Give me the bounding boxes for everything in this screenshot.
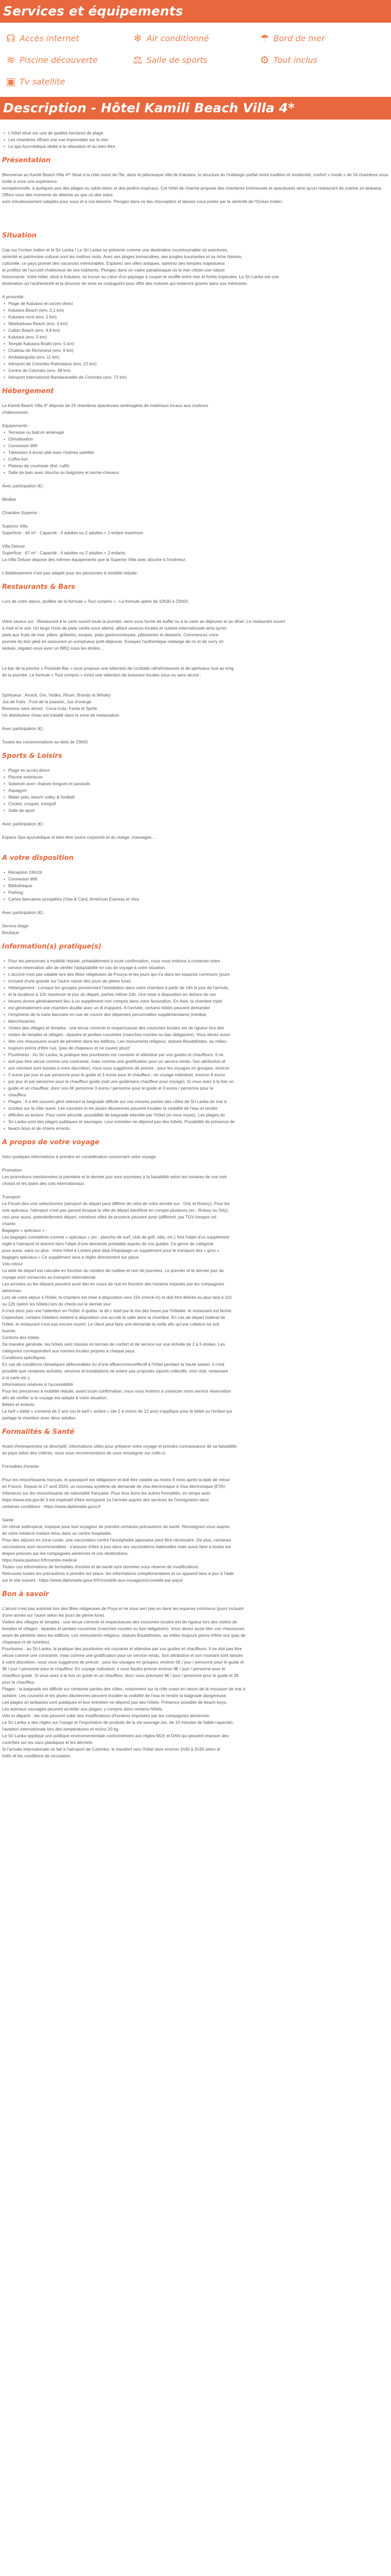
amenities-row-1 [5,28,388,49]
text-line [2,287,389,294]
text-line: contrôles sur les sacs plastiques et les déchets. [2,1740,93,1745]
spacer [2,951,389,958]
text-line: trafic et les conditions de circulation. [2,1753,72,1758]
text-line [2,205,389,212]
text-line: voyage sont consacrés au transport international. [2,1275,96,1280]
text-line [2,218,389,225]
text-line: 3€ / jour / personne pour le chauffeur. En voyage individuel, il vous faudra prévoir environ 8€ / jour / personne pour le [2,1666,225,1671]
description-sections [2,150,389,1759]
text-line: Avec participation (€) : [2,821,45,826]
text-line: Votre saveur sur : Restaurant à la carte ouvert toute la journée, servi sous forme de buffet ou à la carte au déjeuner et au dîner. Le restaurant ouvert [2,619,285,624]
list-item: • visites de temples et villages : épaules et jambes couvertes (manches courtes ou bas obligatoire). Vous devez aussi [2,1031,389,1038]
list-item: • et la doublure à 12h maximum le jour du départ, parfois même 10h. Une mise à disposition en dehors de ces [2,991,389,998]
amenity-beachfront [259,33,386,44]
list-item: • Kalutara (env. 5 km) [2,334,389,341]
list-item: • Hébergement : Lorsque les groupes proviennent l'installation dans votre chambre à partir de 14h le jour de l'arrivée, [2,985,389,991]
text-line: Le bar de la piscine « Poolside Bar » vous propose une sélection de cocktails rafraîchissants et de spiritueux tout au long [2,666,234,671]
text-line [2,916,389,923]
text-line: Cap sur l'océan Indien et le Sri Lanka ! Le Sri Lanka se présente comme une destination incontournable où aventures, [2,247,229,252]
list-item: • est généralement une chambre double avec un lit d'appoint. A l'arrivée, certains hôtels peuvent demander [2,1005,389,1011]
text-line [2,685,389,692]
list-item: • L'hôtel situé sur une de quelles hectares de plage [2,130,389,137]
section-title: A votre disposition [2,854,74,862]
text-line: Le Kamili Beach Villa 4* dispose de 25 chambres spacieuses aménagées de matériaux locaux aux couleurs [2,403,208,408]
text-line: Retrouvez toutes les précautions à prendre sur place, les informations complémentaires et un appareil tenu à jour à l'aide [2,1571,234,1576]
list-item: • Plage en accès direct [2,767,389,774]
list-item: • Calido Beach (env. 4,8 km) [2,327,389,334]
text-line: Les arrivées ou les départs peuvent avoir lieu en cours de nuit en fonction des horaires imposés par les compagnies [2,1281,224,1286]
list-item: • Connexion Wifi [2,876,389,883]
text-line: partage la chambre avec deux adultes. [2,1415,77,1420]
text-line: Transport [2,1194,21,1199]
list-item: • chauffeur. [2,1092,389,1098]
text-line: Conditions spécifiques [2,1355,45,1360]
list-item: • Sri Lanka sont des plages publiques et sauvages. Leur entretien ne dépend pas des hôtels. Possibilité de présence de [2,1118,389,1125]
text-line: vols spéciaux, l'aéroport n'est pas garanti lorsque la ville de départ bénéficie en compte plusieurs (ex : Roissy ou Orly), [2,1208,229,1213]
list-item: • Ambalangoda (env. 11 km) [2,354,389,361]
text-line: de votre médecin traitant et/ou dans un centre hospitalier. [2,1531,112,1536]
text-line: ceci pour aussi, potentiellement départ, certaines villes de province peuvent avoir (différent: par TGV lorsque vol [2,1214,217,1219]
amenity-label: Piscine découverte [20,55,98,65]
text-line: au pays selon des critères, nous vous recommandons de vous renseigner sur celle-ci. [2,1450,167,1455]
list-item: • difficiles sa lecture. Pour votre sécurité, possibilité de baignade interdite par l'hôtel (et nous voyez). Les plages du [2,1112,389,1118]
spacer [2,591,389,598]
description-content [0,120,391,1759]
text-line [2,1456,389,1463]
text-line: Bagages « spéciaux » : [2,1228,47,1233]
spacer [2,936,389,943]
amenities-row-3 [5,71,388,93]
text-line: culturelle, ce pays promet des vacances mémorables. Explorez ses villes antiques, admirez des temples majestueux [2,261,225,266]
text-line: Lors de votre séjour, profitez de la formule « Tout compris » : La formule opère de 10h30 à 23h00. [2,599,189,604]
section-title: Bon à savoir [2,1590,49,1598]
text-line: Le Forum des vols selectionnés (aéroport de départ peut différer de celui de votre arrivée sur : Orly et Roissy). Pour les [2,1201,230,1206]
text-line: Les bagages considérés comme « spéciaux » (ex : planche de surf, club de golf, vélo, etc.) font l'objet d'un supplément [2,1234,230,1240]
text-line: Toutes ces informations de formalités d'entrée et de santé sont données sous réserve de modifications. [2,1564,200,1569]
list-item: • Climatisation [2,436,389,443]
text-line: Avec participation (€) : [2,910,45,915]
text-line: ou 12h (selon les hôtels) lors du check-out le dernier jour. [2,1301,112,1307]
text-line: Avant d'entreprendre ce descriptif, informations utiles pour préparer votre voyage et prendre connaissance de sa faisabilité, [2,1444,238,1449]
section-title: Présentation [2,157,51,164]
text-line: En cas de conditions climatiques défavorables ou d'une affluence/sureffectif à l'hôtel pendant la haute saison, il n'est [2,1362,224,1367]
list-item: • Piscine extérieure [2,774,389,781]
section [2,1132,389,1421]
list-item: • Pourboires : Au Sri Lanka, la pratique des pourboires est courante et attendue par vos guides et chauffeurs. Il ne [2,1052,389,1058]
text-line: réglé à l'aéroport et doivent faire l'objet d'une demande préalable auprès de vos guides. Ce genre de catégorie [2,1241,214,1246]
section-title: Restaurants & Bars [2,583,75,591]
text-line [2,489,389,496]
spacer [2,1147,389,1154]
text-line [2,652,389,658]
text-line: d'une année sur l'autre selon les jours de pleine lune). [2,1613,106,1618]
list-item: • Parking [2,889,389,896]
text-line: https://www.pasteur.fr/fr/centre-medical [2,1557,77,1563]
text-line [2,658,389,665]
text-line: Un distributeur d'eau est installé dans la zone de restauration. [2,713,121,718]
all-inclusive-icon: ⚙ [260,54,269,66]
amenity-air-conditioning [132,33,259,44]
text-line: Le tarif « bébé » s'entend de 2 ans (ou le tarif « enfant » (de 2 à moins de 12 ans) s'applique pour le bébé ou l'enfant qui [2,1409,232,1414]
spacer [2,848,389,854]
list-item: • Aquagym [2,787,389,794]
text-line: afin de vérifier si le voyage est adapté à votre situation. [2,1395,108,1400]
list-item: • Chateau de Richmond (env. 6 km) [2,347,389,354]
text-line: sont minutieusement adaptés pour vous et à vos besoins. Plongez dans ce lieu d'exception et laissez-vous porter par la sérénité de l'Océan Indien. [2,199,283,204]
spacer [2,225,389,232]
amenity-label: Air conditionné [146,33,209,44]
text-line [2,1510,389,1517]
list-item: • Centre de Colombo (env. 38 km) [2,367,389,374]
amenity-label: Tv satellite [20,77,66,87]
spacer [2,577,389,583]
text-line [2,503,389,510]
amenities-list [0,23,391,97]
list-item: • Aéroport international Bandaranaike de Colombo (env. 71 km) [2,374,389,381]
list-item: • Plages : Il a été souvent géré relevant la baignade difficile sur ces meures parties des côtes de Sri Lanka de mai à [2,1098,389,1105]
text-line: pour aussi, sans ou plus : Votre hôtel à Lorient peut déjà d'équipage un supplément pour le transport des « gros » [2,1248,220,1253]
text-line [2,612,389,618]
text-line [2,903,389,909]
list-item: • Cartes bancaires acceptées (Visa & Card, American Express et Visa [2,896,389,903]
bullet-list [2,429,389,476]
pool-icon: ≋ [6,54,15,66]
text-line: De manière générale, les hôtels sont classés en termes de confort et de service sur une échelle de 2 à 5 étoiles. Les [2,1342,225,1347]
text-line: Pour les personnes à mobilité réduite, avant toute confirmation, nous vous invitons à contacter notre service réservation [2,1388,231,1394]
text-line: temples et villages : épaules et jambes couvertes (manches courtes ou bas obligatoire). Vous devez aussi ôter vos chaussures [2,1626,245,1631]
text-line: Formalités d'entrée [2,1464,39,1469]
text-line: A proximité : [2,294,26,299]
text-line: Villa Deluxe [2,544,25,549]
text-line: La date de départ est calculée en fonction du nombre de nuitées et non de journées. Le premier et le dernier jour du [2,1268,224,1273]
amenity-label: Bord de mer [273,33,325,44]
text-line: Les plages sri lankaises sont publiques et leur entretien ne dépend pas des hôtels. Présence possible de beach boys. [2,1700,227,1705]
text-line [2,679,389,685]
section [2,381,389,577]
text-line: en France. Depuis le 17 avril 2024, un nouveau système de demande de visa électronique à Visa électronique (ETA) [2,1484,225,1489]
text-line: Un climat subtropical, tropique pour tout voyageur de prendre certaines précautions de santé. Renseignez-vous auprès [2,1524,230,1529]
text-line: possible que certaines activités, services et installations ne soient pas proposés (sports collectifs, mini club, restaurant [2,1368,229,1374]
list-item: • ôter vos chaussures avant de pénétrer dans les édifices. Les monuments religieux, statues Bouddhistes, au milieu [2,1038,389,1045]
text-line: exceptionnelle, à quelques pas des plages au sable blanc et des jardins tropicaux. Cet hôtel de charme propose des chambres lumineuses et spacieuses ainsi qu'un restaurant de cuisine sri lankaise. Offrez-vous des moments de détente au spa où des soins [2,185,383,197]
list-item: • incluant d'une grande sur l'autre raison des jours de pleine lune). [2,978,389,985]
text-line: aériennes. [2,1288,23,1293]
text-line: Avec participation (€) : [2,483,45,488]
bullet-list [2,958,389,1132]
text-line: Voici quelques informations à prendre en considération concernant votre voyage. [2,1154,157,1159]
text-line: Le Sri Lanka applique une politique environnementale conformément aux règles MLE et DAN qui peuvent imposer des [2,1733,229,1738]
services-banner: Services et équipements [0,0,391,23]
text-line: lankais, régalez-vous avec un BBQ sous les étoiles... [2,646,104,651]
text-line [2,1160,389,1167]
spacer [2,165,389,172]
text-line: sérénité et patrimoine culturel sont les maîtres mots. Avec ses plages immaculées, ses jungles luxuriantes et sa riche histoire, [2,254,242,259]
text-line [2,536,389,543]
text-line: chaleureuses. [2,410,29,415]
text-line: L'alcool n'est pas autorisé lors des fêtes religieuses de Poya et ne vous sert pas en dans les espaces communs (jours incluant [2,1606,244,1611]
list-item: • Télévision à écran plat avec chaînes satellite [2,449,389,456]
text-line: Pourboires : au Sri Lanka, la pratique des pourboires est courante et attendue par vos guides et chauffeurs. Il ne doit pas être [2,1646,242,1651]
spacer [2,396,389,402]
list-item: • Salle de bain avec douche ou baignoire et sèche-cheveux [2,469,389,476]
amenity-satellite-tv [5,76,132,88]
list-item: • doit pas être vécue comme une contrainte, mais comme une gratification pour un service rendu. Son attribution et [2,1058,389,1065]
text-line: Visites des villages et temples : une tenue correcte et respectueuse des coutumes locales est de rigueur lors des visites de [2,1619,237,1624]
list-item: • Water polo, beach volley & football [2,794,389,801]
text-line: de la journée. Le formule « Tout compris » inclut une sélection de boissons locales sous ou sans alcool : [2,672,201,677]
text-line: Superficie : 67 m² - Capacité : 4 adultes ou 2 adultes + 2 enfants [2,550,126,555]
amenity-internet [5,33,132,44]
list-item: • service réservation afin de vérifier l'adaptabilité en cas de voyage à votre situation. [2,964,389,971]
text-line: plats aux fruits de mer, pâtes, grillades, soupes, plats gastronomiques, pâtisseries et desserts. Commencez votre [2,632,219,637]
list-item: • son montant sont laissés à votre discrétion, nous vous suggérons de prévoir : pour les voyages en groupes, environ [2,1065,389,1072]
list-item: • l'empreinte de la carte bancaire en vue de couvrir des dépenses personnelles supplémentaires (minibar, [2,1011,389,1018]
bullet-list [2,300,389,381]
section [2,225,389,381]
text-line [2,732,389,739]
text-line: Il n'est donc pas une l'attention en l'hôtel. A quitter. le dit c était par le ma dés heure par l'hôtelier. le restaurant est fermé. [2,1308,233,1313]
text-line: Chambre Superior : [2,510,40,515]
text-line: étapes prévues par les compagnies aériennes et vos destinations. [2,1551,129,1556]
text-line: Equipements : [2,423,30,428]
spacer [2,1436,389,1443]
spacer [2,1421,389,1428]
snowflake-icon: ❄ [133,32,142,45]
text-line: octobre. Les courants et les pluies diluviennes peuvent troubler la visibilité de l'eau et rendre la baignade dangereuse. [2,1693,227,1698]
text-line [2,416,389,422]
text-line [2,1470,389,1477]
text-line: Les promotions mentionnées la première et le dernier jour sont soumises à la faisabilité selon les horaires de vos vols [2,1174,227,1179]
list-item: • blanchisserie). [2,1018,389,1025]
text-line: Spiritueux : Arrack, Gin, Vodka, Rhum, Brandy et Whisky [2,692,111,698]
list-item: • Coffre-fort [2,456,389,463]
text-line: à la carte etc.). [2,1375,31,1380]
list-item: • Waskaduwa Beach (env. 4 km) [2,320,389,327]
text-line: l'aviation internationale lors des températures et moins 20 kg. [2,1726,120,1732]
section [2,1584,389,1759]
text-line: https://www.eta.gov.lk/ Il est impératif d'être enregistré 1a l'arrivée auprès des services de l'immigration dans [2,1497,209,1502]
bullet-list [2,869,389,903]
text-line: Vols retour [2,1261,23,1266]
amenity-label: Salle de sports [146,55,208,65]
section [2,150,389,225]
text-line: Conforts des hôtels [2,1335,40,1340]
list-item: • Le spa Ayurvédique dédié à la relaxation et au bien-être [2,143,389,150]
amenity-all-inclusive [259,55,386,66]
text-line: fournie. [2,1328,17,1333]
description-banner: Description - Hôtel Kamili Beach Villa 4* [0,97,391,120]
text-line: Vols et départs : les vols peuvent subir des modifications d'horaires imposées par les compagnies aériennes. [2,1713,210,1718]
text-line: Santé [2,1517,13,1522]
section-title: Information(s) pratique(s) [2,943,102,951]
text-line: Pour des séjours en zone rurale, une vaccination contre l'encéphalite japonaise peut être nécessaire. De plus, certaines [2,1537,231,1543]
spacer [2,1584,389,1590]
spacer [2,381,389,387]
list-item: • Visites des villages et temples : une tenue correcte et respectueuse des coutumes locales est de rigueur lors des [2,1025,389,1031]
bullet-list [2,767,389,814]
amenity-label: Tout inclus [273,55,318,65]
intro-bullets [2,130,389,150]
list-item: • Plateau de courtoisie (thé, café) [2,463,389,469]
text-line: certaines conditions : https://www.diplomatie.gouv.fr [2,1504,101,1509]
list-item: • Solarium avec chaises longues et parasols [2,781,389,787]
spacer [2,1132,389,1139]
section-title: Sports & Loisirs [2,752,62,760]
text-line [2,516,389,523]
text-line: charter. [2,1221,17,1226]
text-line: chauffeur-guide. Si vous avez à la fois un guide et un chauffeur, donc vous prévoyez 6€ / jour / personne pour le guide et 3€ [2,1673,239,1678]
text-line: Pour les ressortissants français, le passeport est obligatoire et doit être valable au moins 6 mois après la date de retour [2,1477,230,1482]
text-line: Bienvenue au Kamili Beach Villa 4*! Situé à la côte ouest de l'île, dans le pittoresque ville de Kalutara, la structure du l'mélange parfait entre tradition et modernité, confort « mode » de 24 chambres vous invite à vivre une expérience [2,172,388,184]
text-line: Le Sri Lanka a des règles sur l'usage et l'importation de produits de la vie sauvage (ex. de 10 minutes de faible capacité), [2,1720,234,1725]
text-line: choisis et les dates des vols internationaux. [2,1181,86,1186]
text-line: vécue comme une contrainte, mais comme une gratification pour un service rendu. Son attribution et son montant sont laissés [2,1653,243,1658]
text-line: chapeaux ni de lunettes). [2,1639,51,1645]
text-line: sur le site suivant : https://www.diplomatie.gouv.fr/fr/conseils-aux-voyageurs/conseils-par-pays/ [2,1578,183,1583]
spacer [2,745,389,752]
text-line: à votre discrétion, nous vous suggérons de prévoir : pour les voyages en groupes, environ 5€ / jour / personne pour le guide et [2,1659,244,1665]
list-item: • Les chambres offrant une vue imprenable sur la mer [2,137,389,143]
beach-umbrella-icon: ☂ [260,32,269,45]
spacer [2,150,389,157]
text-line: Avec participation (€) : [2,726,45,731]
section-title: Hébergement [2,387,54,395]
section-title: Situation [2,232,37,240]
satellite-tv-icon: ▣ [6,75,16,88]
text-line: La Villa Deluxe dispose des mêmes équipements que la Superior Villa avec douche à l'extérieur. [2,557,186,562]
spacer [2,1599,389,1605]
list-item: • Kalutara Beach (env. 2,1 km) [2,307,389,314]
section-title: Formalités & Santé [2,1428,75,1436]
list-item: • L'accord n'est pas valable lors des fêtes religieuses de Pourya et les jours qui n'a dans les espaces communs (jours [2,971,389,978]
amenity-label: Accès internet [20,33,79,44]
text-line: à midi et le soir. Un large choix de plats variés vous attend, alliant saveurs locales et cuisine internationale ainsi qu'en [2,625,227,631]
text-line: avant de pénétrer dans les édifices. Les monuments religieux, statues Bouddhistes, au milieu toujours précis d'être nus (pas de [2,1633,246,1638]
text-line: L'établissement n'est pas adapté pour les personnes à mobilité réduite. [2,570,138,575]
text-line: Si l'arrivée internationale se fait à l'aéroport de Colombo, le transfert vers l'hôtel dure environ 1h30 à 2h30 selon le [2,1747,220,1752]
text-line: Toutes les consommations au-delà de 23h00 [2,739,88,744]
text-line: et profitez de l'accueil chaleureux de ses habitants. Plongez dans un cadre paradisiaque où la mer côtoie une nature [2,267,225,273]
wifi-icon: ☊ [6,32,15,45]
text-line: vaccinations sont recommandées : s'assurer d'être à jour dans ses vaccinations habituelles mais aussi faire à toutes les [2,1544,231,1549]
list-item: • octobre sur la côte ouest. Les courants et les pluies diluviennes peuvent troubler la visibilité de l'eau et rendre [2,1105,389,1112]
text-line: catégories correspondent aux normes locales propres à chaque pays. [2,1348,136,1353]
text-line: l'hôtel, le restaurant n'est pas encore ouvert. Le client peut faire une demande la veille afin qu'une collation lui soit [2,1321,220,1327]
text-line: Cependant, certains hôteliers mettent à disposition une accolé la salle dans la chambre. En cas de départ matinal de [2,1315,225,1320]
list-item: • beach boys et de chiens errants. [2,1125,389,1132]
text-line: Plages : la baignade est difficile sur certaines parties des côtes, notamment sur la côte ouest en raison de la mousson de mai à [2,1686,246,1691]
text-line [2,841,389,848]
text-line: bagages spéciaux « Ce supplément sera à régler directement sur place. [2,1255,140,1260]
text-line: destination où l'authenticité et la douceur de vivre se conjuguent pour offrir des instants qui resteront gravés dans vos mémoires. [2,281,248,286]
text-line: Les animaux sauvages peuvent accéder aux plages, y compris dans certains hôtels. [2,1706,164,1711]
text-line: pour le chauffeur. [2,1680,36,1685]
list-item: • Bibliothèque [2,883,389,889]
text-line [2,827,389,834]
text-line: Espace Spa ayurvédique et bien-être (soins corporels et du visage, massages... [2,835,155,840]
list-item: • Terrasse ou balcon aménagé [2,429,389,436]
list-item: • Connexion Wifi [2,443,389,449]
text-line: Jus de fruits : Fruit de la passion, Jus d'orange [2,699,91,704]
spacer [2,240,389,247]
text-line: Infanteurs sur les ressortissants de nationalité française. Pour tous bons les autres formalités, en temps avec [2,1490,211,1496]
spacer [2,862,389,869]
list-item: • par jour et par personne pour le chauffeur-guide (soit une guide/sera chauffeur pour voyage). Si vous avez à la fois un [2,1078,389,1085]
list-item: • guide et un chauffeur, donc vos 6€ personne 3 euros / personne pour le guide et 3 euros / personne pour le [2,1085,389,1092]
section [2,1421,389,1584]
text-line [2,212,389,218]
list-item: • toujours précis d'être nus, (pas de chapeaux et ne courez plus)! [2,1045,389,1052]
amenity-gym [132,55,259,66]
spacer [2,760,389,767]
text-line [2,476,389,483]
text-line: Minibar [2,497,17,502]
list-item: • Pour les personnes à mobilité réduite, préalablement à toute confirmation, nous vous invitons à contacter notre [2,958,389,964]
list-item: • Salle de sport [2,807,389,814]
list-item: • Cricket, croquet, minigolf [2,801,389,807]
list-item: • Kalutara nord (env. 2 km) [2,314,389,320]
text-line: Boissons sans alcool : Coca-Cola, Fanta et Sprite [2,706,97,711]
dumbbell-icon: ⚖ [133,54,142,66]
text-line [2,1187,389,1194]
section [2,745,389,848]
amenities-row-2 [5,49,388,71]
text-line: Service étage [2,923,29,928]
list-item: • 5 euros par jour et par personne pour le guide et 3 euros pour le chauffeur ; en voyage individuel, environ 8 euros [2,1072,389,1078]
text-line: Informations relatives à l'accessibilité [2,1382,73,1387]
text-line [2,605,389,612]
text-line: Bébés et enfants [2,1402,35,1407]
text-line: Lors de votre séjour à l'hôtel, la chambre est mise à disposition vers 15h (check-in) et doit être libérée au plus tard à 11h [2,1295,232,1300]
amenity-outdoor-pool [5,55,132,66]
list-item: • Réception 24h/24 [2,869,389,876]
text-line: Superficie : 44 m² - Capacité : 3 adultes ou 2 adultes + 1 enfant maximum [2,530,143,535]
text-line: journée du bon pied en savourant un somptueux petit-déjeuner. Essayez l'authentique mélange de riz et de curry sri [2,639,223,644]
list-item: • Temple Kalutara Bodhi (env. 5 km) [2,341,389,347]
section [2,577,389,745]
text-line: Promotion [2,1167,22,1173]
section [2,848,389,936]
text-line: Boutique [2,930,20,935]
list-item: • Plage de Kalutara en accès direct [2,300,389,307]
text-line [2,719,389,725]
text-line: foisonnante. Votre hôtel, situé à Kalutara, se trouve au cœur d'un paysage à couper le souffle entre mer et forêts tropicales. Le Sri Lanka est une [2,274,279,279]
list-item: • Aéroport de Colombo-Ratmalana (env. 22 km) [2,361,389,367]
text-line [2,814,389,821]
text-line [2,563,389,570]
text-line: Superior Villa [2,523,28,529]
section-title: A propos de votre voyage [2,1139,100,1146]
section [2,936,389,1132]
list-item: • heures donne généralement lieu à un supplément non compris dans votre facturation. En Asie, la chambre triple [2,998,389,1005]
